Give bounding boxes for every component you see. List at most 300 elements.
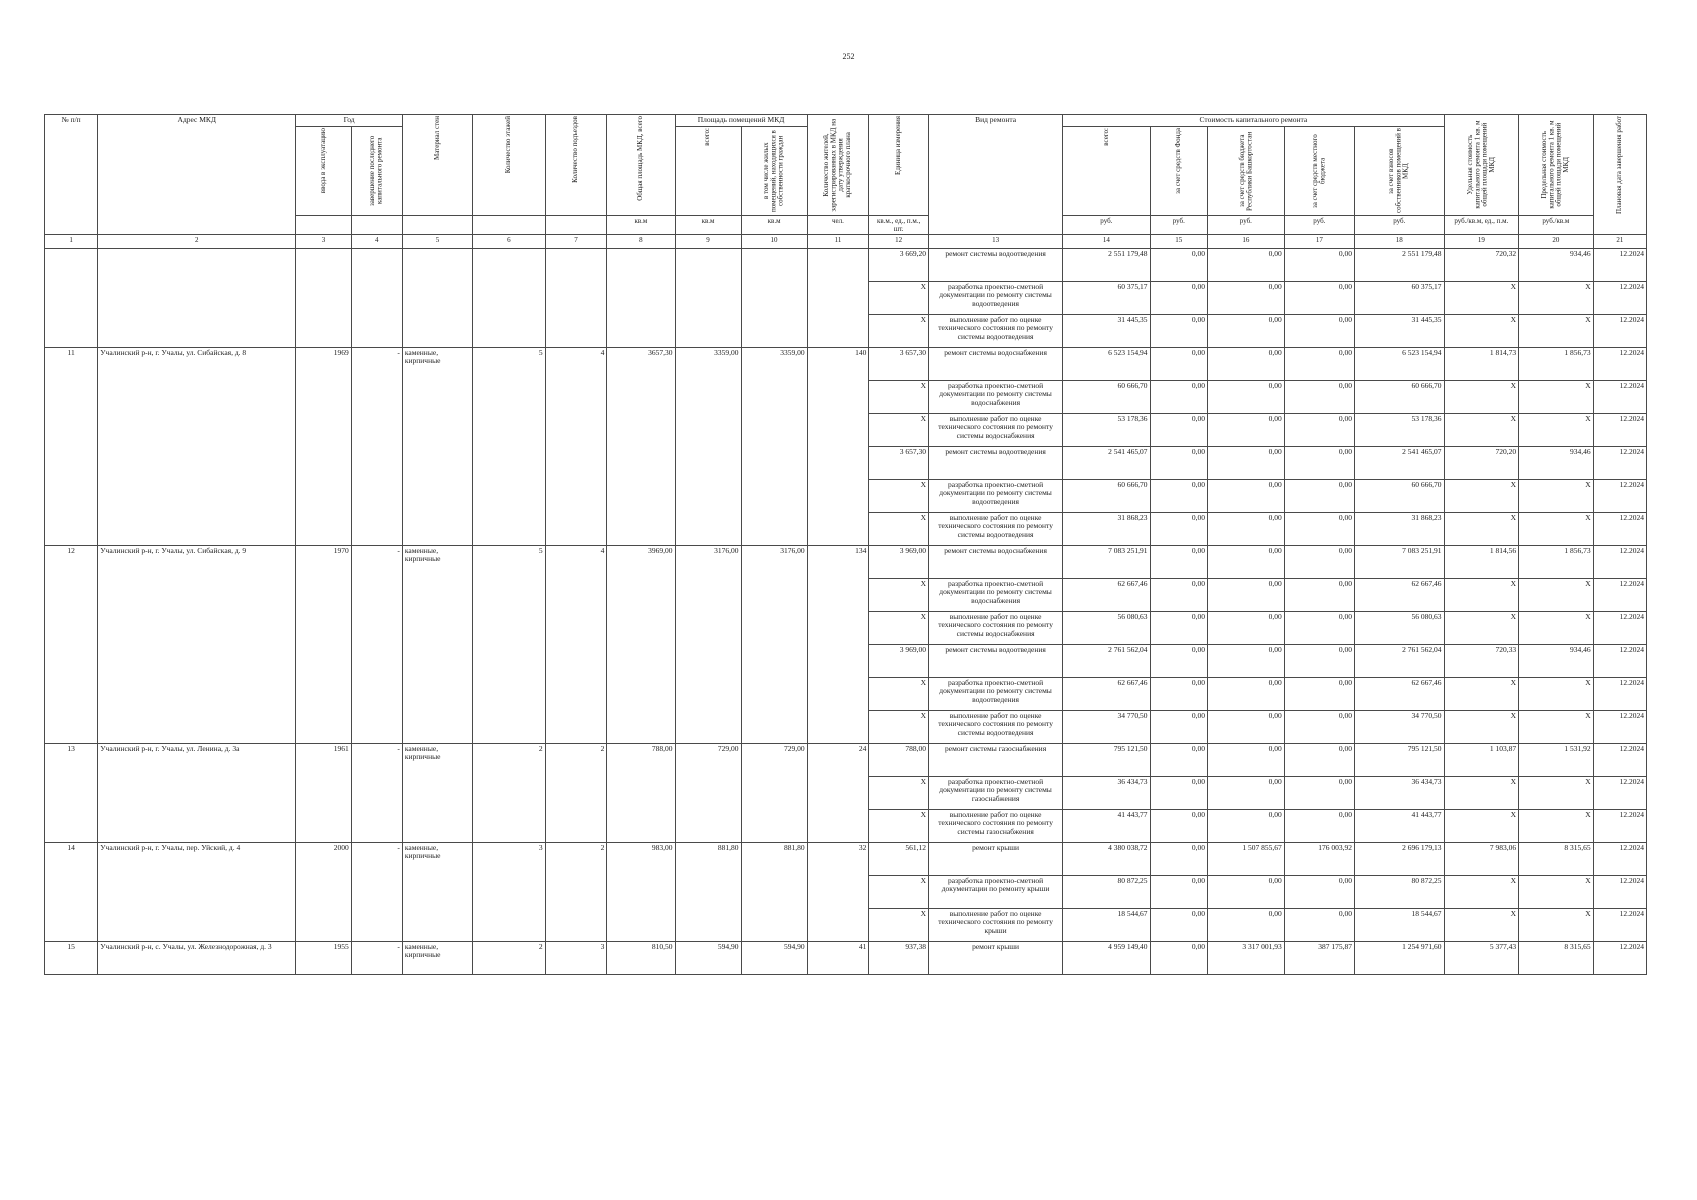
total-area: 810,50 bbox=[607, 941, 675, 974]
premises-area: 3359,00 bbox=[675, 347, 741, 545]
cost-local: 0,00 bbox=[1284, 248, 1354, 281]
year-last-repair: - bbox=[351, 545, 402, 743]
col-number: 17 bbox=[1284, 234, 1354, 248]
cost-owners: 2 761 562,04 bbox=[1355, 644, 1445, 677]
unit-qty: 937,38 bbox=[869, 941, 929, 974]
cost-fund: 0,00 bbox=[1150, 941, 1208, 974]
cost-total: 56 080,63 bbox=[1063, 611, 1150, 644]
planned-date: 12.2024 bbox=[1593, 644, 1646, 677]
cost-local: 0,00 bbox=[1284, 446, 1354, 479]
header-unit: Единица измерения bbox=[869, 115, 929, 216]
col-number: 13 bbox=[928, 234, 1062, 248]
col-number: 4 bbox=[351, 234, 402, 248]
unit-cost: X bbox=[1444, 512, 1519, 545]
cost-total: 7 083 251,91 bbox=[1063, 545, 1150, 578]
limit-cost: 1 856,73 bbox=[1519, 545, 1594, 578]
residential-area: 3176,00 bbox=[741, 545, 807, 743]
header-row-1 bbox=[45, 115, 1647, 127]
row-number: 13 bbox=[45, 743, 98, 842]
limit-cost: 1 856,73 bbox=[1519, 347, 1594, 380]
total-area: 983,00 bbox=[607, 842, 675, 941]
unit-qty: 3 969,00 bbox=[869, 644, 929, 677]
unit-rub: руб. bbox=[1150, 215, 1208, 234]
cost-total: 60 666,70 bbox=[1063, 479, 1150, 512]
cost-rb: 0,00 bbox=[1208, 314, 1285, 347]
header-year-built: ввода в эксплуатацию bbox=[296, 126, 351, 215]
work-type: ремонт крыши bbox=[928, 941, 1062, 974]
house-address: Учалинский р-н, с. Учалы, ул. Железнодорожная, д. 3 bbox=[98, 941, 296, 974]
cost-fund: 0,00 bbox=[1150, 380, 1208, 413]
limit-cost: X bbox=[1519, 479, 1594, 512]
unit-qty: X bbox=[869, 809, 929, 842]
cost-fund: 0,00 bbox=[1150, 710, 1208, 743]
work-type: разработка проектно-сметной документации по ремонту системы водоотведения bbox=[928, 281, 1062, 314]
cost-fund: 0,00 bbox=[1150, 413, 1208, 446]
limit-cost: X bbox=[1519, 776, 1594, 809]
cost-total: 4 959 149,40 bbox=[1063, 941, 1150, 974]
cost-rb: 0,00 bbox=[1208, 545, 1285, 578]
unit-qty: 3 657,30 bbox=[869, 347, 929, 380]
cost-local: 0,00 bbox=[1284, 578, 1354, 611]
year-last-repair: - bbox=[351, 842, 402, 941]
cost-total: 36 434,73 bbox=[1063, 776, 1150, 809]
header-date: Плановая дата завершения работ bbox=[1593, 115, 1646, 235]
limit-cost: 934,46 bbox=[1519, 248, 1594, 281]
unit-rub: руб. bbox=[1208, 215, 1285, 234]
cost-total: 60 666,70 bbox=[1063, 380, 1150, 413]
unit-cost: X bbox=[1444, 281, 1519, 314]
unit-qty: X bbox=[869, 578, 929, 611]
table-row bbox=[45, 842, 1647, 875]
resident-count: 24 bbox=[807, 743, 869, 842]
header-floors: Количество этажей bbox=[473, 115, 545, 216]
col-number: 9 bbox=[675, 234, 741, 248]
unit-qty: 3 969,00 bbox=[869, 545, 929, 578]
cost-owners: 36 434,73 bbox=[1355, 776, 1445, 809]
limit-cost: 1 531,92 bbox=[1519, 743, 1594, 776]
unit-cost: 720,32 bbox=[1444, 248, 1519, 281]
cost-total: 34 770,50 bbox=[1063, 710, 1150, 743]
cost-local: 0,00 bbox=[1284, 776, 1354, 809]
cost-local: 0,00 bbox=[1284, 809, 1354, 842]
premises-area: 881,80 bbox=[675, 842, 741, 941]
header-num: № п/п bbox=[45, 115, 98, 235]
planned-date: 12.2024 bbox=[1593, 479, 1646, 512]
header-fund: за счет средств Фонда bbox=[1150, 126, 1208, 215]
planned-date: 12.2024 bbox=[1593, 347, 1646, 380]
wall-material: каменные, кирпичные bbox=[402, 347, 472, 545]
header-total-area: Общая площадь МКД, всего bbox=[607, 115, 675, 216]
planned-date: 12.2024 bbox=[1593, 941, 1646, 974]
cost-fund: 0,00 bbox=[1150, 545, 1208, 578]
work-type: выполнение работ по оценке технического состояния по ремонту системы водоотведения bbox=[928, 314, 1062, 347]
empty-cell bbox=[545, 248, 607, 347]
cost-total: 62 667,46 bbox=[1063, 677, 1150, 710]
unit-cost: X bbox=[1444, 479, 1519, 512]
cost-rb: 1 507 855,67 bbox=[1208, 842, 1285, 875]
unit-qty: X bbox=[869, 677, 929, 710]
col-number: 3 bbox=[296, 234, 351, 248]
wall-material: каменные, кирпичные bbox=[402, 743, 472, 842]
cost-owners: 795 121,50 bbox=[1355, 743, 1445, 776]
cost-owners: 60 666,70 bbox=[1355, 479, 1445, 512]
work-type: ремонт системы газоснабжения bbox=[928, 743, 1062, 776]
cost-rb: 0,00 bbox=[1208, 380, 1285, 413]
work-type: выполнение работ по оценке технического состояния по ремонту системы газоснабжения bbox=[928, 809, 1062, 842]
header-area-group: Площадь помещений МКД bbox=[675, 115, 807, 127]
entrance-count: 4 bbox=[545, 347, 607, 545]
planned-date: 12.2024 bbox=[1593, 380, 1646, 413]
cost-owners: 60 666,70 bbox=[1355, 380, 1445, 413]
limit-cost: X bbox=[1519, 710, 1594, 743]
planned-date: 12.2024 bbox=[1593, 314, 1646, 347]
unit-sqm: кв.м bbox=[675, 215, 741, 234]
limit-cost: X bbox=[1519, 611, 1594, 644]
year-built: 1969 bbox=[296, 347, 351, 545]
cost-fund: 0,00 bbox=[1150, 677, 1208, 710]
resident-count: 32 bbox=[807, 842, 869, 941]
unit-cost: X bbox=[1444, 611, 1519, 644]
header-address: Адрес МКД bbox=[98, 115, 296, 235]
cost-fund: 0,00 bbox=[1150, 512, 1208, 545]
cost-owners: 56 080,63 bbox=[1355, 611, 1445, 644]
cost-fund: 0,00 bbox=[1150, 809, 1208, 842]
unit-qty: X bbox=[869, 611, 929, 644]
unit-cost: X bbox=[1444, 875, 1519, 908]
cost-local: 0,00 bbox=[1284, 677, 1354, 710]
cost-fund: 0,00 bbox=[1150, 578, 1208, 611]
cost-fund: 0,00 bbox=[1150, 347, 1208, 380]
cost-owners: 2 551 179,48 bbox=[1355, 248, 1445, 281]
planned-date: 12.2024 bbox=[1593, 512, 1646, 545]
header-rb: за счет средств бюджета Республики Башкортостан bbox=[1208, 126, 1285, 215]
unit-sqm: кв.м bbox=[741, 215, 807, 234]
year-built: 2000 bbox=[296, 842, 351, 941]
floor-count: 2 bbox=[473, 941, 545, 974]
cost-local: 176 003,92 bbox=[1284, 842, 1354, 875]
cost-owners: 62 667,46 bbox=[1355, 578, 1445, 611]
year-built: 1955 bbox=[296, 941, 351, 974]
cost-total: 41 443,77 bbox=[1063, 809, 1150, 842]
cost-rb: 0,00 bbox=[1208, 248, 1285, 281]
row-number: 12 bbox=[45, 545, 98, 743]
cost-owners: 2 696 179,13 bbox=[1355, 842, 1445, 875]
cost-rb: 0,00 bbox=[1208, 413, 1285, 446]
residential-area: 881,80 bbox=[741, 842, 807, 941]
planned-date: 12.2024 bbox=[1593, 908, 1646, 941]
unit-cost: 7 983,06 bbox=[1444, 842, 1519, 875]
cost-rb: 0,00 bbox=[1208, 875, 1285, 908]
planned-date: 12.2024 bbox=[1593, 281, 1646, 314]
cost-total: 6 523 154,94 bbox=[1063, 347, 1150, 380]
header-limit-cost: Предельная стоимость капитального ремонта 1 кв. м общей площади помещений МКД bbox=[1519, 115, 1594, 216]
unit-cost: 720,20 bbox=[1444, 446, 1519, 479]
entrance-count: 2 bbox=[545, 842, 607, 941]
unit-rub-unit: руб./кв.м, ед., п.м. bbox=[1444, 215, 1519, 234]
floor-count: 5 bbox=[473, 545, 545, 743]
cost-fund: 0,00 bbox=[1150, 776, 1208, 809]
cost-local: 0,00 bbox=[1284, 314, 1354, 347]
planned-date: 12.2024 bbox=[1593, 875, 1646, 908]
cost-fund: 0,00 bbox=[1150, 248, 1208, 281]
limit-cost: X bbox=[1519, 314, 1594, 347]
header-area-all: всего: bbox=[675, 126, 741, 215]
col-number: 16 bbox=[1208, 234, 1285, 248]
planned-date: 12.2024 bbox=[1593, 545, 1646, 578]
entrance-count: 4 bbox=[545, 545, 607, 743]
header-entrances: Количество подъездов bbox=[545, 115, 607, 216]
header-walls: Материал стен bbox=[402, 115, 472, 216]
unit-qty: X bbox=[869, 776, 929, 809]
cost-owners: 31 445,35 bbox=[1355, 314, 1445, 347]
unit-qty: X bbox=[869, 380, 929, 413]
cost-rb: 0,00 bbox=[1208, 479, 1285, 512]
house-address: Учалинский р-н, г. Учалы, ул. Ленина, д. 3а bbox=[98, 743, 296, 842]
planned-date: 12.2024 bbox=[1593, 710, 1646, 743]
cost-total: 2 761 562,04 bbox=[1063, 644, 1150, 677]
cost-owners: 31 868,23 bbox=[1355, 512, 1445, 545]
limit-cost: X bbox=[1519, 281, 1594, 314]
col-number: 20 bbox=[1519, 234, 1594, 248]
work-type: разработка проектно-сметной документации по ремонту системы водоотведения bbox=[928, 479, 1062, 512]
cost-fund: 0,00 bbox=[1150, 446, 1208, 479]
cost-owners: 62 667,46 bbox=[1355, 677, 1445, 710]
unit-qty: X bbox=[869, 413, 929, 446]
unit-cost: X bbox=[1444, 413, 1519, 446]
cost-rb: 0,00 bbox=[1208, 776, 1285, 809]
house-address: Учалинский р-н, г. Учалы, пер. Уйский, д. 4 bbox=[98, 842, 296, 941]
cost-total: 80 872,25 bbox=[1063, 875, 1150, 908]
work-type: выполнение работ по оценке технического состояния по ремонту системы водоотведения bbox=[928, 710, 1062, 743]
table-row bbox=[45, 941, 1647, 974]
work-type: выполнение работ по оценке технического состояния по ремонту системы водоснабжения bbox=[928, 611, 1062, 644]
unit-measure: кв.м., ед., п.м., шт. bbox=[869, 215, 929, 234]
total-area: 3657,30 bbox=[607, 347, 675, 545]
work-type: ремонт крыши bbox=[928, 842, 1062, 875]
cost-fund: 0,00 bbox=[1150, 908, 1208, 941]
resident-count: 134 bbox=[807, 545, 869, 743]
residential-area: 594,90 bbox=[741, 941, 807, 974]
table-row bbox=[45, 347, 1647, 380]
unit-qty: 788,00 bbox=[869, 743, 929, 776]
cost-rb: 0,00 bbox=[1208, 281, 1285, 314]
empty-cell bbox=[741, 248, 807, 347]
year-built: 1970 bbox=[296, 545, 351, 743]
cost-total: 4 380 038,72 bbox=[1063, 842, 1150, 875]
house-address: Учалинский р-н, г. Учалы, ул. Сибайская, д. 8 bbox=[98, 347, 296, 545]
cost-owners: 6 523 154,94 bbox=[1355, 347, 1445, 380]
cost-total: 18 544,67 bbox=[1063, 908, 1150, 941]
cost-rb: 0,00 bbox=[1208, 512, 1285, 545]
work-type: разработка проектно-сметной документации по ремонту крыши bbox=[928, 875, 1062, 908]
year-last-repair: - bbox=[351, 347, 402, 545]
col-number: 6 bbox=[473, 234, 545, 248]
wall-material: каменные, кирпичные bbox=[402, 545, 472, 743]
cost-fund: 0,00 bbox=[1150, 314, 1208, 347]
unit-qty: X bbox=[869, 710, 929, 743]
entrance-count: 3 bbox=[545, 941, 607, 974]
unit-cost: 1 814,56 bbox=[1444, 545, 1519, 578]
empty-cell bbox=[351, 248, 402, 347]
cost-total: 795 121,50 bbox=[1063, 743, 1150, 776]
limit-cost: 934,46 bbox=[1519, 644, 1594, 677]
cost-local: 0,00 bbox=[1284, 875, 1354, 908]
unit-qty: 3 669,20 bbox=[869, 248, 929, 281]
unit-cost: 5 377,43 bbox=[1444, 941, 1519, 974]
cost-local: 0,00 bbox=[1284, 347, 1354, 380]
empty-cell bbox=[45, 248, 98, 347]
work-type: выполнение работ по оценке технического состояния по ремонту системы водоснабжения bbox=[928, 413, 1062, 446]
empty-cell bbox=[296, 248, 351, 347]
col-number: 11 bbox=[807, 234, 869, 248]
row-number: 11 bbox=[45, 347, 98, 545]
wall-material: каменные, кирпичные bbox=[402, 842, 472, 941]
cost-owners: 53 178,36 bbox=[1355, 413, 1445, 446]
table-row bbox=[45, 248, 1647, 281]
cost-owners: 41 443,77 bbox=[1355, 809, 1445, 842]
limit-cost: 8 315,65 bbox=[1519, 842, 1594, 875]
unit-cost: 720,33 bbox=[1444, 644, 1519, 677]
cost-fund: 0,00 bbox=[1150, 281, 1208, 314]
planned-date: 12.2024 bbox=[1593, 611, 1646, 644]
cost-total: 31 445,35 bbox=[1063, 314, 1150, 347]
col-number: 8 bbox=[607, 234, 675, 248]
cost-total: 60 375,17 bbox=[1063, 281, 1150, 314]
empty-cell bbox=[98, 248, 296, 347]
row-number: 14 bbox=[45, 842, 98, 941]
cost-owners: 7 083 251,91 bbox=[1355, 545, 1445, 578]
unit-cost: 1 103,87 bbox=[1444, 743, 1519, 776]
header-owners: за счет взносов собственников помещений в МКД bbox=[1355, 126, 1445, 215]
cost-rb: 0,00 bbox=[1208, 347, 1285, 380]
header-cost-all: всего: bbox=[1063, 126, 1150, 215]
year-last-repair: - bbox=[351, 743, 402, 842]
cost-rb: 0,00 bbox=[1208, 743, 1285, 776]
column-numbers-row bbox=[45, 234, 1647, 248]
unit-rub: руб. bbox=[1063, 215, 1150, 234]
planned-date: 12.2024 bbox=[1593, 446, 1646, 479]
unit-cost: X bbox=[1444, 776, 1519, 809]
cost-local: 0,00 bbox=[1284, 413, 1354, 446]
header-year-last: завершение последнего капитального ремонта bbox=[351, 126, 402, 215]
unit-cost: X bbox=[1444, 710, 1519, 743]
planned-date: 12.2024 bbox=[1593, 743, 1646, 776]
planned-date: 12.2024 bbox=[1593, 248, 1646, 281]
premises-area: 594,90 bbox=[675, 941, 741, 974]
limit-cost: X bbox=[1519, 413, 1594, 446]
cost-rb: 0,00 bbox=[1208, 809, 1285, 842]
cost-local: 0,00 bbox=[1284, 512, 1354, 545]
limit-cost: 8 315,65 bbox=[1519, 941, 1594, 974]
cost-total: 62 667,46 bbox=[1063, 578, 1150, 611]
limit-cost: X bbox=[1519, 875, 1594, 908]
unit-cost: X bbox=[1444, 677, 1519, 710]
empty-cell bbox=[473, 248, 545, 347]
cost-local: 387 175,87 bbox=[1284, 941, 1354, 974]
unit-qty: X bbox=[869, 875, 929, 908]
unit-cost: 1 814,73 bbox=[1444, 347, 1519, 380]
work-type: ремонт системы водоотведения bbox=[928, 446, 1062, 479]
col-number: 2 bbox=[98, 234, 296, 248]
col-number: 15 bbox=[1150, 234, 1208, 248]
col-number: 19 bbox=[1444, 234, 1519, 248]
header-year-group: Год bbox=[296, 115, 403, 127]
cost-rb: 0,00 bbox=[1208, 644, 1285, 677]
planned-date: 12.2024 bbox=[1593, 809, 1646, 842]
work-type: ремонт системы водоснабжения bbox=[928, 545, 1062, 578]
cost-owners: 34 770,50 bbox=[1355, 710, 1445, 743]
unit-qty: X bbox=[869, 281, 929, 314]
work-type: выполнение работ по оценке технического состояния по ремонту системы водоотведения bbox=[928, 512, 1062, 545]
page-number: 252 bbox=[842, 52, 855, 61]
unit-qty: X bbox=[869, 512, 929, 545]
cost-rb: 0,00 bbox=[1208, 446, 1285, 479]
cost-fund: 0,00 bbox=[1150, 611, 1208, 644]
cost-owners: 60 375,17 bbox=[1355, 281, 1445, 314]
planned-date: 12.2024 bbox=[1593, 413, 1646, 446]
planned-date: 12.2024 bbox=[1593, 776, 1646, 809]
cost-local: 0,00 bbox=[1284, 611, 1354, 644]
year-last-repair: - bbox=[351, 941, 402, 974]
limit-cost: 934,46 bbox=[1519, 446, 1594, 479]
cost-fund: 0,00 bbox=[1150, 644, 1208, 677]
col-number: 10 bbox=[741, 234, 807, 248]
table-body bbox=[45, 248, 1647, 974]
limit-cost: X bbox=[1519, 578, 1594, 611]
work-type: ремонт системы водоотведения bbox=[928, 248, 1062, 281]
wall-material: каменные, кирпичные bbox=[402, 941, 472, 974]
work-type: разработка проектно-сметной документации по ремонту системы водоотведения bbox=[928, 677, 1062, 710]
entrance-count: 2 bbox=[545, 743, 607, 842]
cost-owners: 1 254 971,60 bbox=[1355, 941, 1445, 974]
cost-total: 53 178,36 bbox=[1063, 413, 1150, 446]
cost-total: 2 551 179,48 bbox=[1063, 248, 1150, 281]
cost-fund: 0,00 bbox=[1150, 479, 1208, 512]
cost-local: 0,00 bbox=[1284, 545, 1354, 578]
year-built: 1961 bbox=[296, 743, 351, 842]
unit-cost: X bbox=[1444, 380, 1519, 413]
house-address: Учалинский р-н, г. Учалы, ул. Сибайская, д. 9 bbox=[98, 545, 296, 743]
cost-fund: 0,00 bbox=[1150, 875, 1208, 908]
total-area: 788,00 bbox=[607, 743, 675, 842]
unit-rub: руб. bbox=[1284, 215, 1354, 234]
cost-owners: 80 872,25 bbox=[1355, 875, 1445, 908]
empty-cell bbox=[807, 248, 869, 347]
col-number: 14 bbox=[1063, 234, 1150, 248]
cost-owners: 18 544,67 bbox=[1355, 908, 1445, 941]
cost-rb: 0,00 bbox=[1208, 578, 1285, 611]
empty-cell bbox=[675, 248, 741, 347]
cost-local: 0,00 bbox=[1284, 479, 1354, 512]
col-number: 18 bbox=[1355, 234, 1445, 248]
col-number: 1 bbox=[45, 234, 98, 248]
limit-cost: X bbox=[1519, 809, 1594, 842]
cost-rb: 0,00 bbox=[1208, 611, 1285, 644]
unit-sqm: кв.м bbox=[607, 215, 675, 234]
header-area-res: в том числе жилых помещений, находящихся в собственности граждан bbox=[741, 126, 807, 215]
residential-area: 3359,00 bbox=[741, 347, 807, 545]
unit-qty: 561,12 bbox=[869, 842, 929, 875]
unit-cost: X bbox=[1444, 314, 1519, 347]
col-number: 21 bbox=[1593, 234, 1646, 248]
cost-local: 0,00 bbox=[1284, 908, 1354, 941]
cost-rb: 3 317 001,93 bbox=[1208, 941, 1285, 974]
planned-date: 12.2024 bbox=[1593, 578, 1646, 611]
cost-local: 0,00 bbox=[1284, 710, 1354, 743]
table-row bbox=[45, 545, 1647, 578]
header-local: за счет средств местного бюджета bbox=[1284, 126, 1354, 215]
cost-local: 0,00 bbox=[1284, 644, 1354, 677]
